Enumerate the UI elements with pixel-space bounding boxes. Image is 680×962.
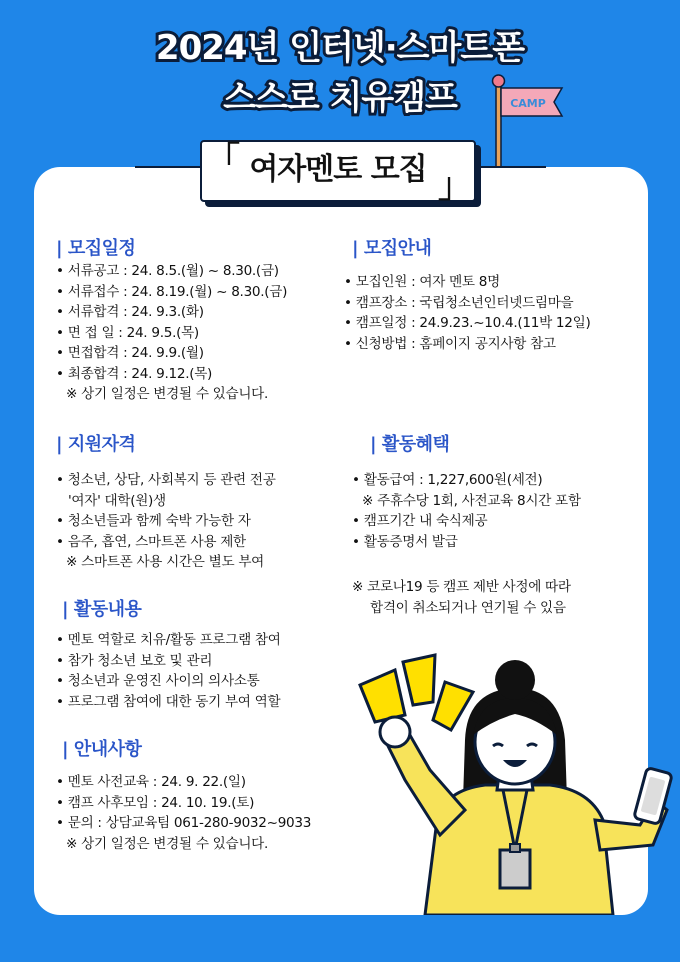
divider-right	[478, 166, 546, 168]
notice-note: ※ 상기 일정은 변경될 수 있습니다.	[66, 835, 269, 852]
notice-heading: | 안내사항	[62, 739, 142, 760]
mentor-illustration	[355, 650, 675, 915]
list-item: • 참가 청소년 보호 및 관리	[56, 651, 281, 672]
list-item: • 서류접수 : 24. 8.19.(월) ~ 8.30.(금)	[56, 282, 287, 303]
list-item: • 신청방법 : 홈페이지 공지사항 참고	[344, 334, 590, 355]
title-line-1: 2024년 인터넷·스마트폰	[155, 28, 525, 68]
list-item: • 캠프 사후모임 : 24. 10. 19.(토)	[56, 793, 311, 814]
list-item: • 캠프기간 내 숙식제공	[352, 511, 581, 532]
list-item: • 면 접 일 : 24. 9.5.(목)	[56, 323, 287, 344]
recruit-info-list	[344, 272, 590, 354]
list-item: • 모집인원 : 여자 멘토 8명	[344, 272, 590, 293]
camp-flag-icon	[490, 74, 570, 174]
schedule-note: ※ 상기 일정은 변경될 수 있습니다.	[66, 386, 269, 402]
flag-text: CAMP	[510, 97, 546, 110]
covid-note-line-2: 합격이 취소되거나 연기될 수 있음	[370, 599, 566, 616]
list-item: • 멘토 역할로 치유/활동 프로그램 참여	[56, 630, 281, 651]
close-bracket: 」	[438, 166, 472, 206]
list-item: • 멘토 사전교육 : 24. 9. 22.(일)	[56, 772, 311, 793]
list-item: • 청소년과 운영진 사이의 의사소통	[56, 671, 281, 692]
list-item: • 활동급여 : 1,227,600원(세전)	[352, 470, 581, 491]
activities-list	[56, 630, 281, 712]
benefits-list	[352, 470, 581, 552]
recruit-info-heading: | 모집안내	[352, 238, 432, 259]
qualification-list	[56, 470, 276, 573]
qualification-note: ※ 스마트폰 사용 시간은 별도 부여	[66, 554, 265, 570]
id-badge-icon	[500, 850, 530, 888]
list-item: • 서류합격 : 24. 9.3.(화)	[56, 302, 287, 323]
list-item: • 면접합격 : 24. 9.9.(월)	[56, 343, 287, 364]
burst-mark	[433, 682, 473, 730]
notice-list	[56, 772, 311, 854]
list-item: • 음주, 흡연, 스마트폰 사용 제한	[56, 532, 276, 553]
schedule-list	[56, 261, 287, 405]
list-item: • 문의 : 상담교육팀 061-280-9032~9033	[56, 813, 311, 834]
covid-note-line-1: ※ 코로나19 등 캠프 제반 사정에 따라	[352, 579, 571, 595]
schedule-heading: | 모집일정	[56, 238, 136, 259]
open-bracket: 「	[206, 140, 240, 180]
divider-left	[135, 166, 200, 168]
list-item: • 캠프일정 : 24.9.23.~10.4.(11박 12일)	[344, 313, 590, 334]
covid-notice	[352, 577, 571, 618]
list-item: • 프로그램 참여에 대한 동기 부여 역할	[56, 692, 281, 713]
burst-mark	[403, 655, 435, 705]
list-item-continued: '여자' 대학(원)생	[68, 492, 166, 509]
list-item: • 최종합격 : 24. 9.12.(목)	[56, 364, 287, 385]
activities-heading: | 활동내용	[62, 599, 142, 620]
list-item: • 청소년들과 함께 숙박 가능한 자	[56, 511, 276, 532]
benefits-heading: | 활동혜택	[370, 434, 450, 455]
list-item: • 캠프장소 : 국립청소년인터넷드림마을	[344, 293, 590, 314]
burst-mark	[360, 670, 405, 722]
list-item: • 청소년, 상담, 사회복지 등 관련 전공	[56, 470, 276, 491]
qualification-heading: | 지원자격	[56, 434, 136, 455]
title-line-2: 스스로 치유캠프	[223, 78, 457, 118]
benefits-note: ※ 주휴수당 1회, 사전교육 8시간 포함	[362, 492, 581, 509]
recruit-title: 여자멘토 모집	[249, 152, 427, 187]
list-item: • 서류공고 : 24. 8.5.(월) ~ 8.30.(금)	[56, 261, 287, 282]
list-item: • 활동증명서 발급	[352, 532, 581, 553]
